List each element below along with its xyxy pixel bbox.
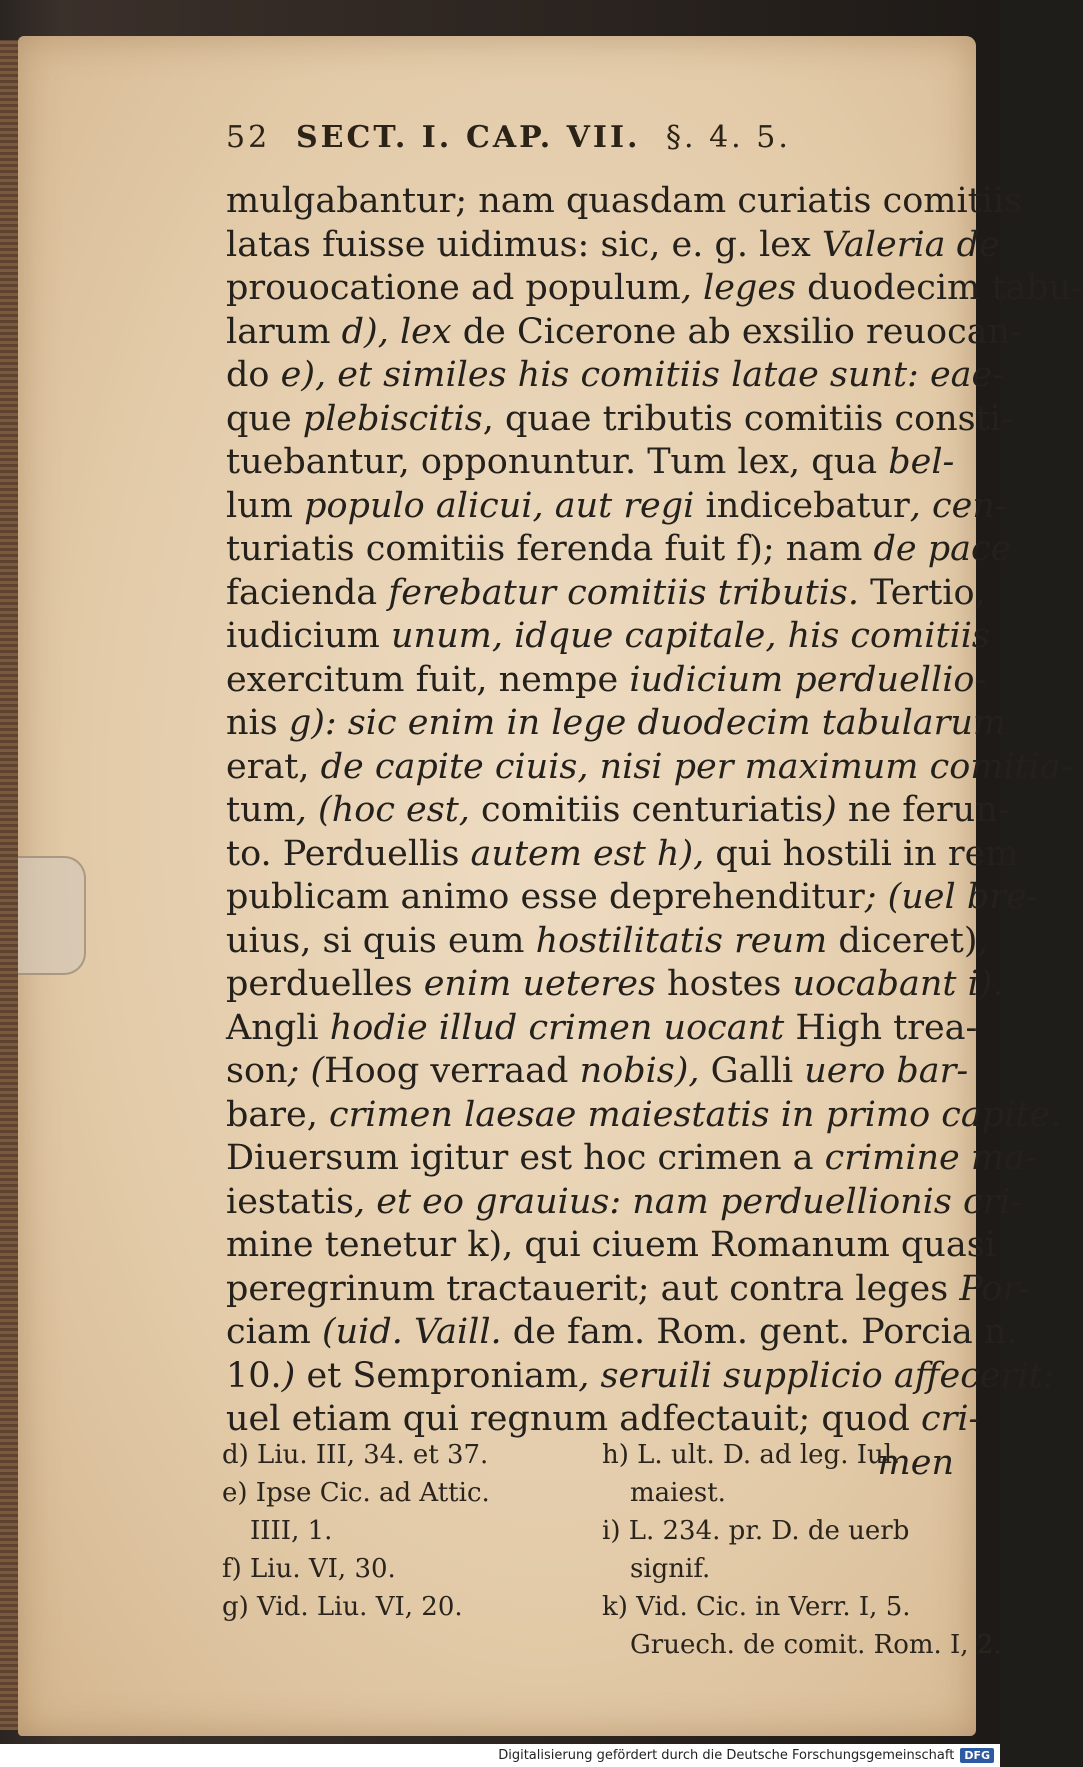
footnote-line: k) Vid. Cic. in Verr. I, 5. [602, 1592, 911, 1622]
text-line-content [226, 1224, 996, 1268]
roman-segment: iudicium [226, 616, 380, 656]
text-line [226, 963, 1004, 1007]
footnote-line: e) Ipse Cic. ad Attic. [222, 1478, 490, 1508]
footnote-line: f) Liu. VI, 30. [222, 1554, 396, 1584]
italic-segment: enim ueteres [412, 964, 668, 1004]
dfg-logo: DFG [960, 1748, 994, 1763]
roman-segment: ciam [226, 1312, 311, 1352]
roman-segment: Hoog verraad [324, 1051, 569, 1091]
roman-segment: uius, si quis eum [226, 920, 536, 961]
roman-segment: qui hostili in rem [715, 833, 1019, 874]
text-line [226, 224, 1000, 268]
bookmark-tab [18, 856, 86, 975]
text-line [226, 1094, 1062, 1138]
roman-segment: erat, [226, 746, 321, 787]
text-line-content [226, 1311, 1018, 1355]
credit-text: Digitalisierung gefördert durch die Deutsche Forschungsgemeinschaft [498, 1748, 955, 1763]
roman-segment: larum [226, 311, 331, 352]
roman-segment: bare, [226, 1094, 329, 1135]
text-line [226, 354, 1005, 398]
roman-segment: Perduellis [282, 833, 460, 874]
text-line [226, 1355, 1055, 1399]
roman-segment: tuebantur, opponuntur. Tum lex, qua [226, 442, 889, 482]
italic-segment: , leges [680, 268, 808, 308]
roman-segment: , quae tributis comitiis consti- [482, 398, 1013, 439]
text-line-content [226, 485, 1007, 529]
italic-segment: ; (uel bre- [864, 877, 1039, 917]
roman-segment: mulgabantur; nam quasdam curiatis comitiis [226, 181, 1023, 221]
italic-segment: autem est h), [459, 833, 716, 874]
roman-segment: comitiis centuriatis [481, 790, 824, 830]
text-line-content [226, 1181, 1022, 1225]
roman-segment: facienda [226, 572, 378, 613]
italic-segment: g): sic enim in lege duodecim tabularum [277, 703, 1007, 743]
italic-segment: Por- [959, 1268, 1032, 1309]
italic-segment: ferebatur comitiis tributis. [377, 572, 871, 613]
footnote-line: i) L. 234. pr. D. de uerb [602, 1516, 910, 1546]
footnotes-right-column [602, 1436, 1002, 1664]
roman-segment: de Cicerone ab exsilio reuocan- [462, 311, 1022, 352]
italic-segment: Valeria de [821, 224, 1000, 265]
text-line [226, 441, 954, 485]
text-line-content [226, 1268, 1031, 1312]
italic-segment: hostilitatis reum [535, 920, 828, 961]
roman-segment: Angli [226, 1007, 319, 1048]
italic-segment: ) [823, 790, 848, 830]
roman-segment: nis [226, 703, 278, 743]
italic-segment: de pace [873, 529, 1012, 569]
text-line [226, 1050, 969, 1094]
text-line [226, 398, 1013, 442]
text-line-content [226, 963, 1004, 1007]
italic-segment: bel- [888, 442, 955, 482]
roman-segment: Tertio, [870, 572, 986, 613]
roman-segment: prouocatione ad populum [226, 268, 681, 308]
text-line [226, 920, 989, 964]
italic-segment: de capite ciuis, nisi per maximum comitia- [320, 746, 1073, 787]
italic-segment: cri- [920, 1399, 981, 1439]
italic-segment: populo alicui, aut regi [292, 485, 706, 526]
footnote-line: d) Liu. III, 34. et 37. [222, 1440, 489, 1470]
text-line [226, 1398, 981, 1442]
italic-segment: unum, idque capitale, his comitiis [379, 616, 990, 656]
roman-segment: diceret), [827, 920, 989, 961]
italic-segment: uocabant i). [781, 964, 1004, 1004]
text-line [226, 876, 1039, 920]
footnote-line: signif. [630, 1554, 711, 1584]
text-line-content [226, 528, 1011, 572]
italic-segment: hodie illud crimen uocant [318, 1007, 796, 1048]
text-line-content [226, 920, 989, 964]
roman-segment: lum [226, 485, 293, 526]
footnote-line: IIII, 1. [250, 1516, 333, 1546]
chapter-label: CAP. VII. [466, 119, 641, 155]
italic-segment: plebiscitis [302, 398, 483, 439]
roman-segment: Diuersum igitur est hoc crimen a [226, 1138, 825, 1178]
digitization-credit-bar [0, 1744, 1000, 1767]
italic-segment: crimen laesae maiestatis in primo capite. [328, 1094, 1062, 1135]
text-line [226, 311, 1022, 355]
text-line-content [226, 702, 1006, 746]
text-line [226, 746, 1073, 790]
text-line [226, 1224, 996, 1268]
roman-segment: que [226, 398, 303, 439]
roman-segment: perduelles [226, 964, 413, 1004]
text-line-content [226, 267, 1083, 311]
italic-segment: e), et similes his comitiis latae sunt: eae- [269, 355, 1005, 395]
text-line-content [226, 789, 1010, 833]
roman-segment: Galli [710, 1051, 794, 1091]
italic-segment: , seruili supplicio affecerit: [578, 1355, 1055, 1396]
italic-segment: , et eo grauius: nam perduellionis cri- [354, 1181, 1023, 1222]
italic-segment: , (hoc est, [295, 790, 482, 830]
text-line [226, 789, 1010, 833]
italic-segment: ; ( [287, 1051, 325, 1091]
roman-segment: exercitum fuit, nempe [226, 659, 630, 700]
roman-segment: do [226, 355, 270, 395]
text-line-content [226, 1355, 1054, 1399]
roman-segment: 10. [226, 1355, 282, 1396]
footnotes-left-column [222, 1436, 582, 1626]
text-line [226, 572, 986, 616]
paragraph-label: §. 4. 5. [666, 119, 791, 155]
roman-segment: tum [226, 790, 296, 830]
roman-segment: son [226, 1051, 288, 1091]
footnote-line: h) L. ult. D. ad leg. Iul. [602, 1440, 901, 1470]
italic-segment [272, 834, 283, 874]
text-line [226, 1311, 1018, 1355]
italic-segment: , cen- [909, 485, 1007, 526]
roman-segment: publicam animo esse deprehenditur [226, 877, 865, 917]
section-label: SECT. I. [296, 119, 453, 155]
text-line [226, 659, 987, 703]
text-line-content [226, 615, 990, 659]
text-line [226, 833, 1019, 877]
roman-segment: latas fuisse uidimus: sic, e. g. lex [226, 224, 822, 265]
roman-segment: iestatis [226, 1181, 355, 1222]
italic-segment: ) [281, 1355, 307, 1396]
text-line [226, 1181, 1023, 1225]
roman-segment: uel etiam qui regnum adfectauit; quod [226, 1399, 921, 1439]
roman-segment: peregrinum tractauerit; aut contra leges [226, 1268, 960, 1309]
footnotes [222, 1436, 1002, 1660]
roman-segment: to. [226, 833, 272, 874]
italic-segment: crimine ma- [824, 1138, 1037, 1178]
roman-segment: et Semproniam [306, 1355, 579, 1396]
text-line-content [226, 224, 1000, 268]
text-line-content [226, 1137, 1037, 1181]
text-line-content [226, 1007, 977, 1051]
roman-segment: indicebatur [705, 485, 910, 526]
italic-segment: nobis), [568, 1051, 711, 1091]
roman-segment: turiatis comitiis ferenda fuit f); nam [226, 529, 874, 569]
text-line-content [226, 833, 1018, 877]
text-line-content [226, 746, 1073, 790]
italic-segment: (uid. Vaill. [310, 1312, 513, 1352]
italic-segment: iudicium perduellio- [629, 659, 987, 700]
roman-segment: hostes [667, 964, 782, 1004]
text-line [226, 1268, 1032, 1312]
text-line [226, 615, 990, 659]
text-line [226, 1137, 1037, 1181]
roman-segment: mine tenetur k), qui ciuem Romanum quasi [226, 1225, 996, 1265]
text-line-content [226, 1050, 968, 1094]
text-line-content [226, 659, 986, 703]
text-line-content [226, 354, 1004, 398]
text-line-content [226, 1398, 980, 1442]
catchword: men [877, 1442, 954, 1483]
roman-segment: duodecim tabu- [807, 268, 1083, 308]
footnote-line: Gruech. de comit. Rom. I, 2. [630, 1630, 1002, 1660]
text-line-content [226, 441, 954, 485]
main-text [226, 180, 1083, 1485]
text-line-content [226, 180, 1022, 224]
italic-segment: uero bar- [793, 1051, 969, 1091]
roman-segment: ne ferun- [847, 790, 1010, 830]
text-line [226, 267, 1083, 311]
footnote-line: maiest. [630, 1478, 726, 1508]
text-line [226, 1007, 978, 1051]
roman-segment: de fam. Rom. gent. Porcia n. [512, 1312, 1018, 1352]
italic-segment: d), lex [330, 311, 463, 352]
text-line [226, 702, 1007, 746]
text-line-content [226, 876, 1039, 920]
text-line [226, 180, 1023, 224]
text-line-content [226, 311, 1022, 355]
text-line-content [226, 572, 986, 616]
footnote-line: g) Vid. Liu. VI, 20. [222, 1592, 463, 1622]
text-line [226, 528, 1012, 572]
page-number: 52 [226, 119, 271, 155]
text-line-content [226, 1094, 1061, 1138]
running-head [226, 112, 866, 162]
text-line [226, 485, 1007, 529]
roman-segment: High trea- [795, 1007, 978, 1048]
text-line-content [226, 398, 1013, 442]
